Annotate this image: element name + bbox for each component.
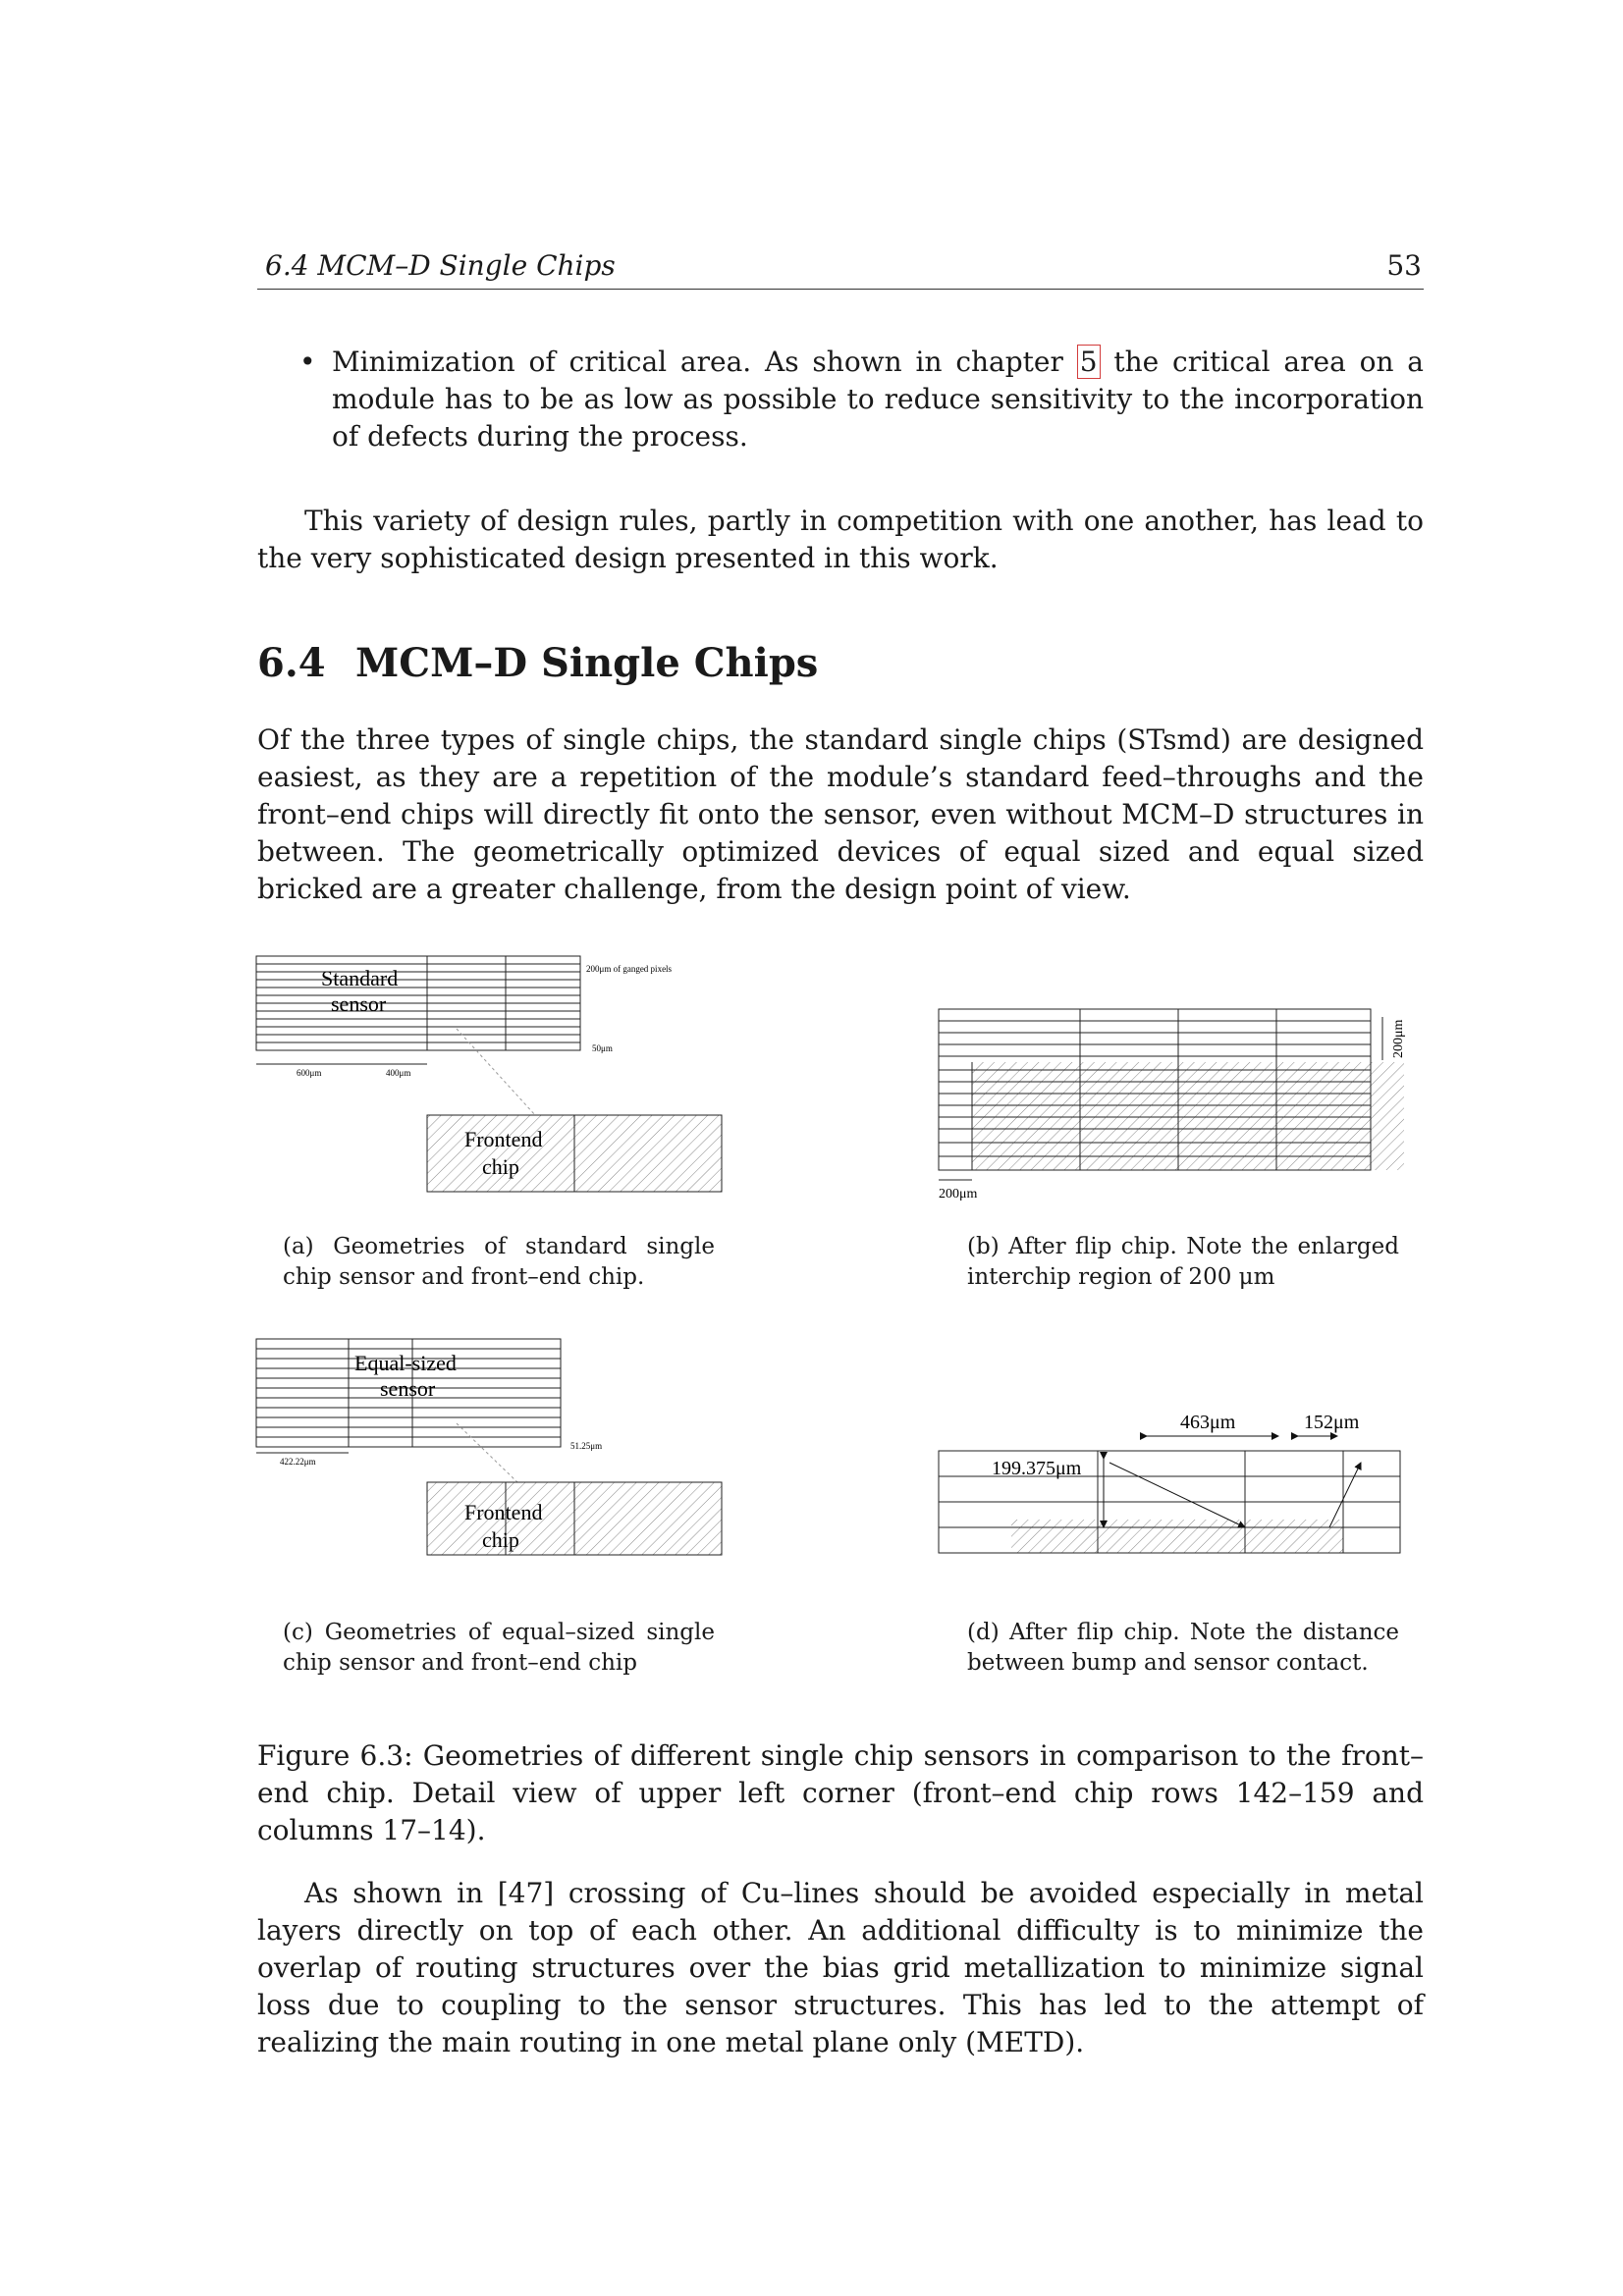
page-number: 53 [1386, 249, 1422, 282]
sensor-label-a-2: sensor [331, 991, 387, 1016]
dim-vertical-b: 200μm [1391, 1019, 1406, 1058]
paragraph-cu-lines: As shown in [47] crossing of Cu–lines should be avoided especially in metal layers directly on top of each other. An additional difficulty is to minimize the overlap of routing structures over the bias grid metallization to minimize signal loss due to coupling to the sensor structures. This has led to the attempt of realizing the main routing in one metal plane only (METD). [257, 1877, 1424, 2058]
caption-d: (d) After flip chip. Note the distance between bump and sensor contact. [967, 1620, 1399, 1676]
chip-label-c-2: chip [482, 1527, 519, 1552]
dim-left-a: 600μm [297, 1068, 322, 1078]
figure-c-drawing [250, 1335, 741, 1580]
figure-b-drawing [933, 1001, 1424, 1202]
sensor-label-a-1: Standard [321, 966, 399, 990]
dim-b-d: 152μm [1304, 1412, 1360, 1433]
running-head-title: 6.4 MCM–D Single Chips [265, 249, 616, 282]
figure-d-drawing [933, 1404, 1424, 1571]
figure-a-drawing [250, 950, 741, 1205]
figure-d [933, 1404, 1424, 1571]
section-heading [257, 640, 818, 686]
dim-a-d: 463μm [1180, 1412, 1236, 1433]
paragraph-design-rules: This variety of design rules, partly in competition with one another, has lead to the very sophisticated design presented in this work. [257, 505, 1424, 574]
dim-c-d: 199.375μm [992, 1458, 1082, 1479]
figure-b [933, 1001, 1424, 1202]
chip-label-a-1: Frontend [464, 1127, 543, 1151]
section-title: MCM–D Single Chips [355, 640, 819, 686]
dim-side-c: 51.25μm [570, 1441, 603, 1451]
bullet-text-before: Minimization of critical area. As shown in chapter [332, 346, 1077, 378]
caption-c: (c) Geometries of equal–sized single chip sensor and front–end chip [283, 1620, 715, 1676]
caption-a: (a) Geometries of standard single chip sensor and front–end chip. [283, 1234, 715, 1290]
bullet-text-after: the critical area on a module has to be as low as possible to reduce sensitivity to the incorporation of defects during the process. [332, 346, 1424, 453]
sensor-label-c-1: Equal-sized [354, 1351, 457, 1375]
sensor-label-c-2: sensor [380, 1376, 436, 1401]
figure-caption: Figure 6.3: Geometries of different single chip sensors in comparison to the front–end chip. Detail view of upper left corner (front–end chip rows 142–159 and columns 17–14). [257, 1739, 1424, 1846]
dim-top-a: 200μm of ganged pixels [586, 964, 673, 974]
dim-side-a: 50μm [592, 1043, 613, 1053]
dim-left-c: 422.22μm [280, 1457, 316, 1467]
chip-label-c-1: Frontend [464, 1500, 543, 1524]
dim-mid-a: 400μm [386, 1068, 411, 1078]
sensor-grid-a [256, 956, 580, 1050]
caption-b: (b) After flip chip. Note the enlarged interchip region of 200 μm [967, 1234, 1399, 1290]
running-head [257, 249, 1424, 290]
figure-c [250, 1335, 741, 1580]
chip-label-a-2: chip [482, 1154, 519, 1179]
figure-a [250, 950, 741, 1205]
section-number: 6.4 [257, 640, 326, 686]
paragraph-single-chips: Of the three types of single chips, the standard single chips (STsmd) are designed easiest, as they are a repetition of the module’s standard feed–throughs and the front–end chips will directly fit onto the sensor, even without MCM–D structures in between. The geometrically optimized devices of equal sized and equal sized bricked are a greater challenge, from the design point of view. [257, 723, 1424, 905]
chapter-reference-link[interactable]: 5 [1077, 345, 1101, 379]
dim-horizontal-b: 200μm [939, 1187, 978, 1201]
bullet-text [332, 344, 1424, 455]
bullet-icon: • [299, 346, 316, 378]
